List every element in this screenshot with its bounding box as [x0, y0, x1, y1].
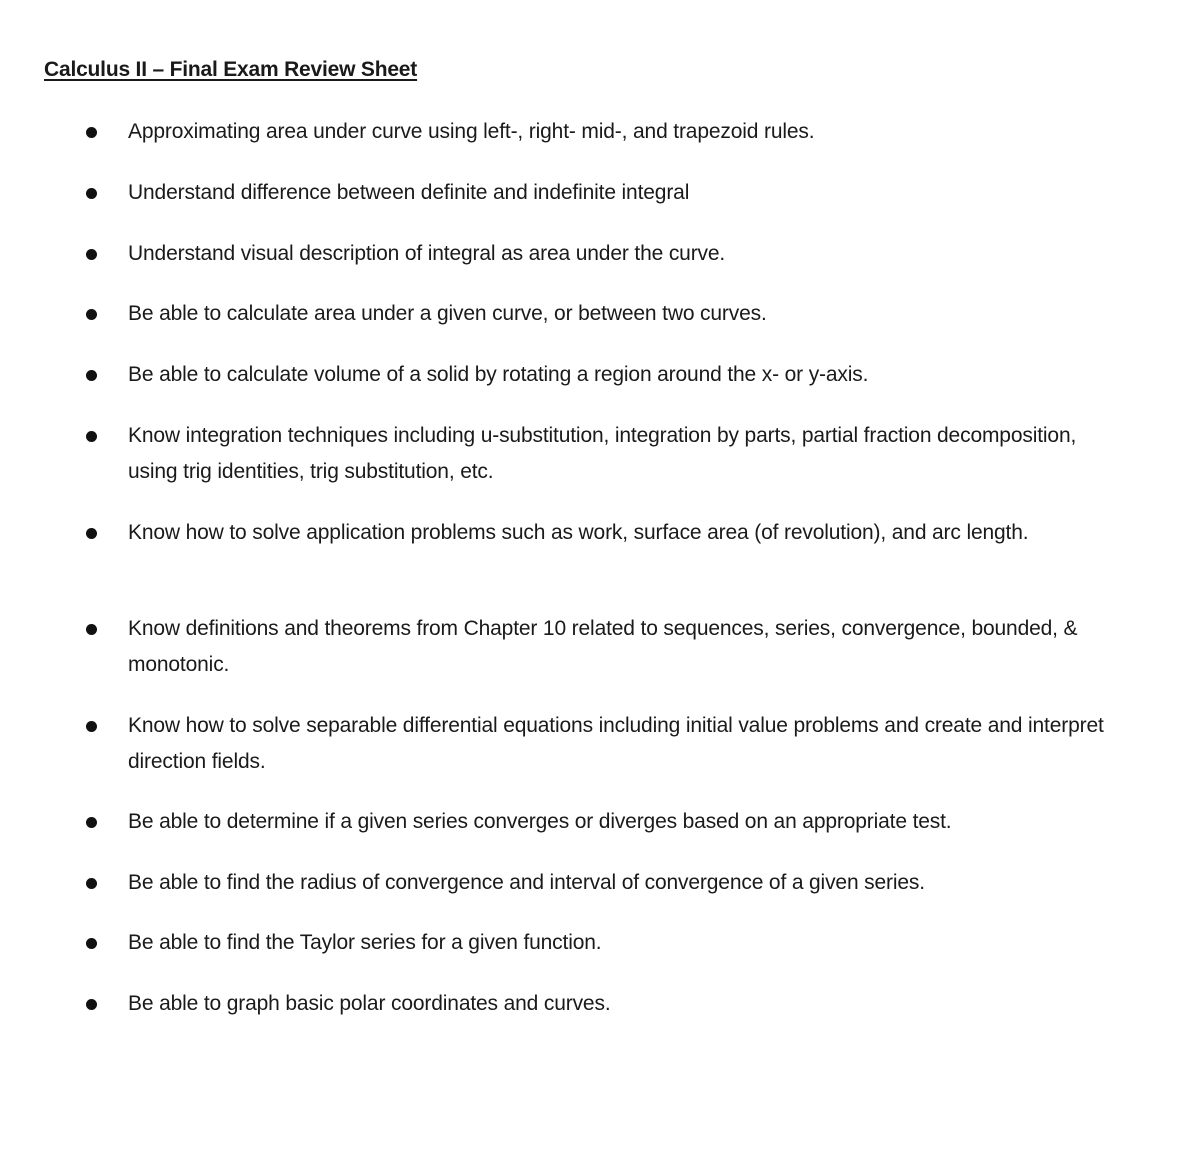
list-item-text: Know how to solve separable differential equations including initial value problems and create and interpret direction fields.: [128, 714, 1104, 773]
list-item-text: Be able to find the radius of convergence and interval of convergence of a given series.: [128, 871, 925, 894]
bullet-icon: [86, 878, 97, 889]
list-item-text: Know how to solve application problems such as work, surface area (of revolution), and arc length.: [128, 521, 1029, 544]
list-item-text: Be able to calculate volume of a solid by rotating a region around the x- or y-axis.: [128, 363, 869, 386]
bullet-icon: [86, 370, 97, 381]
list-item-text: Be able to find the Taylor series for a given function.: [128, 931, 602, 954]
bullet-icon: [86, 938, 97, 949]
bullet-icon: [86, 188, 97, 199]
bullet-icon: [86, 127, 97, 138]
bullet-icon: [86, 817, 97, 828]
list-item-text: Be able to calculate area under a given curve, or between two curves.: [128, 302, 767, 325]
page-title: Calculus II – Final Exam Review Sheet: [44, 58, 418, 81]
bullet-icon: [86, 309, 97, 320]
list-item-text: Approximating area under curve using left-, right- mid-, and trapezoid rules.: [128, 120, 815, 143]
bullet-icon: [86, 624, 97, 635]
list-item-text: Know definitions and theorems from Chapter 10 related to sequences, series, convergence, bounded, & monotonic.: [128, 617, 1078, 676]
bullet-icon: [86, 721, 97, 732]
bullet-icon: [86, 249, 97, 260]
list-item-text: Understand difference between definite and indefinite integral: [128, 181, 690, 204]
list-item-text: Be able to determine if a given series converges or diverges based on an appropriate test.: [128, 810, 952, 833]
bullet-icon: [86, 431, 97, 442]
list-item-text: Be able to graph basic polar coordinates and curves.: [128, 992, 611, 1015]
bullet-icon: [86, 999, 97, 1010]
list-item-text: Understand visual description of integral as area under the curve.: [128, 242, 726, 265]
list-item-text: Know integration techniques including u-substitution, integration by parts, partial fraction decomposition, using trig identities, trig substitution, etc.: [128, 424, 1077, 483]
bullet-icon: [86, 528, 97, 539]
